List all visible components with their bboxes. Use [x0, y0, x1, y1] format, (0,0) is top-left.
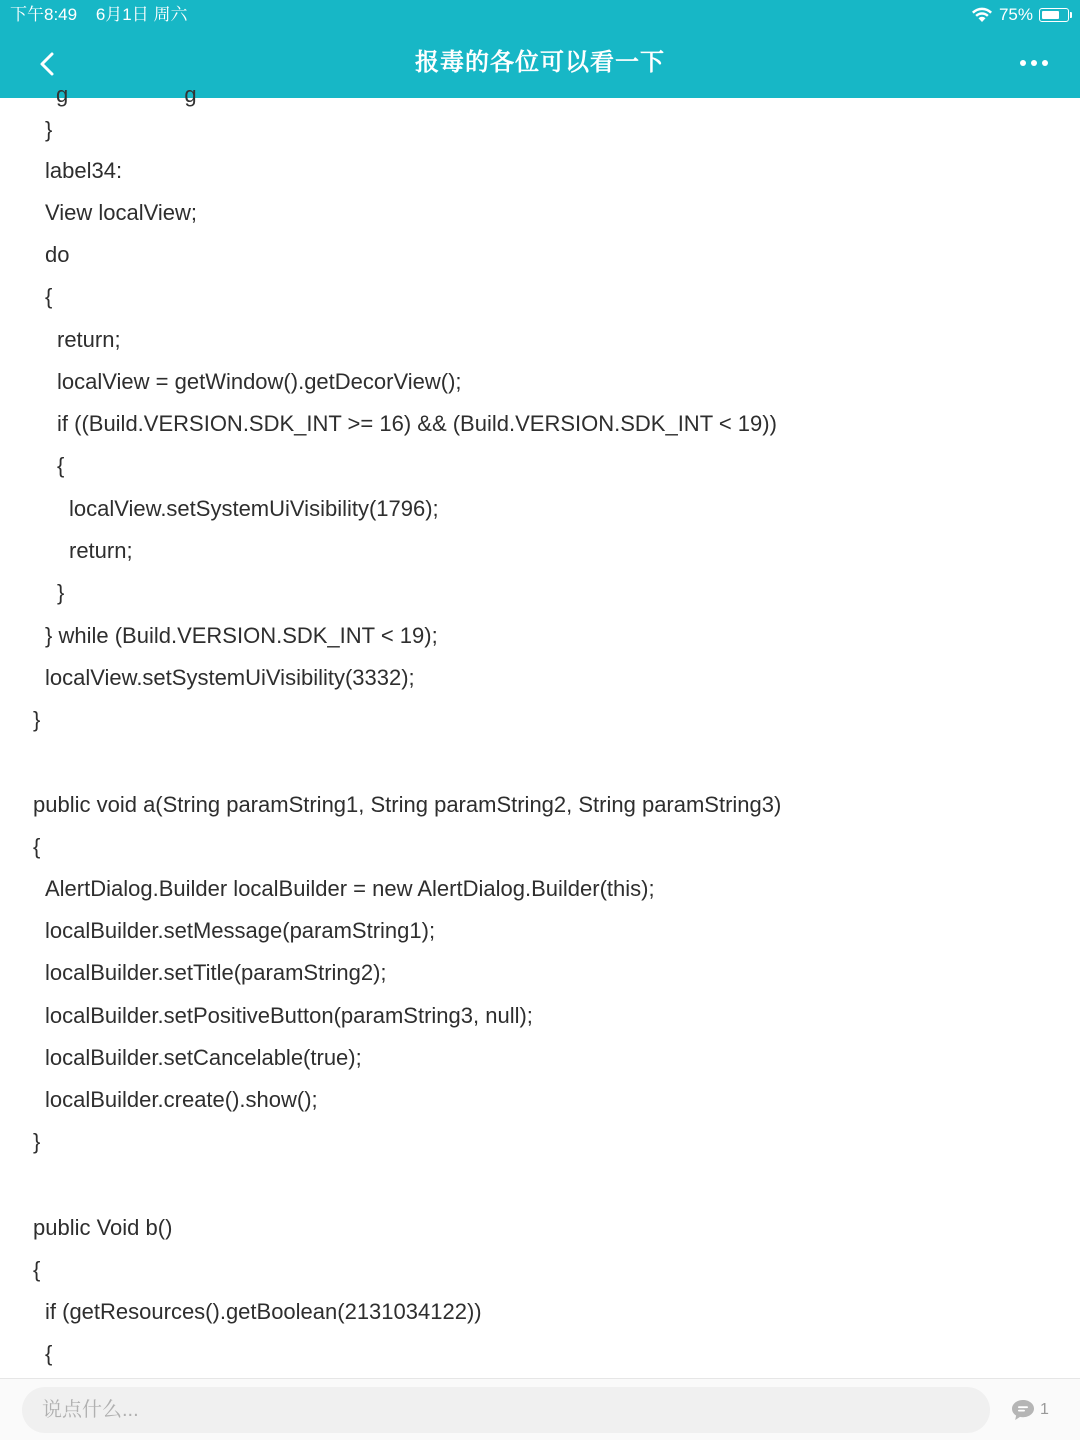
comment-input[interactable]: [22, 1387, 990, 1433]
code-line: {: [57, 453, 65, 478]
code-line: {: [45, 284, 53, 309]
code-line: localView.setSystemUiVisibility(1796);: [69, 496, 439, 521]
comment-count-button[interactable]: [1010, 1395, 1049, 1425]
code-line: public Void b(): [33, 1215, 173, 1240]
comment-count: 1: [1040, 1401, 1049, 1418]
clipped-code-line: g g: [56, 82, 197, 107]
more-dots-icon[interactable]: [1014, 48, 1054, 78]
code-line: {: [33, 1257, 41, 1282]
post-content: [0, 82, 1080, 1378]
comment-bar: [0, 1378, 1080, 1440]
code-line: return;: [69, 538, 133, 563]
page-title: 报毒的各位可以看一下: [415, 49, 665, 76]
code-line: }: [33, 1129, 41, 1154]
status-date: 6月1日 周六: [95, 5, 188, 24]
code-line: }: [45, 117, 53, 142]
code-line: localBuilder.create().show();: [45, 1087, 318, 1112]
code-line: localBuilder.setTitle(paramString2);: [45, 960, 387, 985]
code-line: View localView;: [45, 200, 198, 225]
status-time: 下午8:49: [10, 5, 78, 24]
code-line: return;: [57, 327, 121, 352]
code-line: public void a(String paramString1, String paramString2, String paramString3): [33, 792, 782, 817]
code-line: do: [45, 242, 70, 267]
code-line: localBuilder.setCancelable(true);: [45, 1045, 362, 1070]
code-line: localBuilder.setMessage(paramString1);: [45, 918, 436, 943]
code-line: {: [45, 1341, 53, 1366]
wifi-icon: [971, 7, 993, 23]
code-line: }: [57, 580, 65, 605]
status-left: [10, 0, 201, 30]
code-line: }: [33, 707, 41, 732]
code-line: if (getResources().getBoolean(2131034122)): [45, 1299, 482, 1324]
status-bar: [0, 0, 1080, 30]
code-line: localView = getWindow().getDecorView();: [57, 369, 462, 394]
code-line: AlertDialog.Builder localBuilder = new AlertDialog.Builder(this);: [45, 876, 655, 901]
code-line: label34:: [45, 158, 123, 183]
code-line: } while (Build.VERSION.SDK_INT < 19);: [45, 623, 438, 648]
comment-bubble-icon: [1010, 1397, 1036, 1423]
code-line: if ((Build.VERSION.SDK_INT >= 16) && (Build.VERSION.SDK_INT < 19)): [57, 411, 777, 436]
battery-percent: 75%: [998, 5, 1033, 24]
code-line: {: [33, 834, 41, 859]
code-line: localView.setSystemUiVisibility(3332);: [45, 665, 415, 690]
battery-fill: [1042, 11, 1059, 19]
code-line: localBuilder.setPositiveButton(paramString3, null);: [45, 1003, 533, 1028]
status-right: [971, 0, 1072, 30]
battery-nub: [1070, 12, 1072, 18]
battery-icon: [1039, 8, 1069, 22]
